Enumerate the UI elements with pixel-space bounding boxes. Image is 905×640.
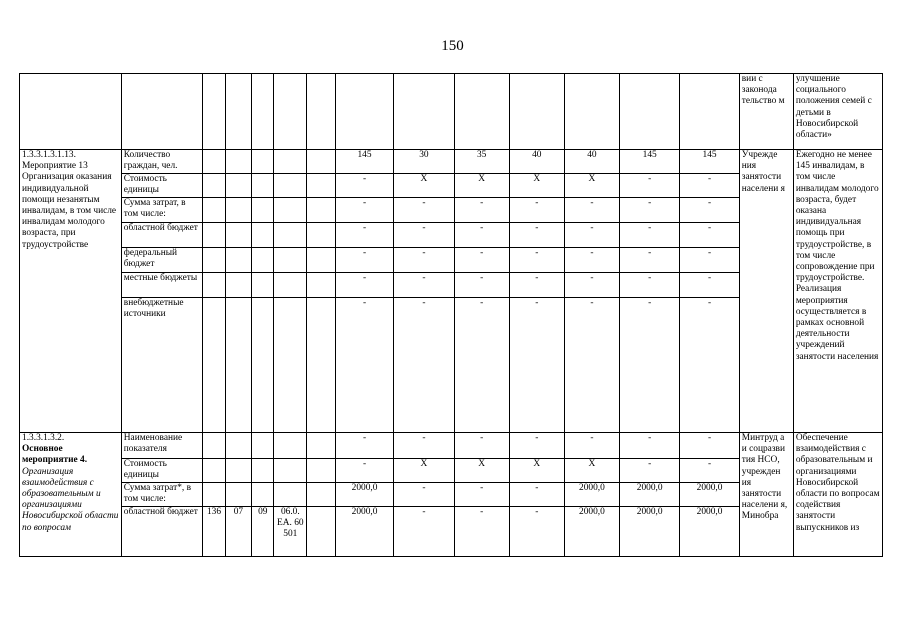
grbs-cell: 136	[203, 507, 225, 557]
value-cell: -	[335, 433, 393, 459]
value-cell: 2000,0	[619, 507, 679, 557]
value-cell: -	[454, 223, 509, 248]
program-table	[19, 73, 883, 557]
pr-cell: 09	[252, 507, 274, 557]
result-cell: Ежегодно не менее 145 инвалидам, в том числе инвалидам молодого возраста, будет оказана индивидуальная помощь при трудоустройстве, в том числе сопровождение при трудоустройстве. Реализация мероприятия осуществляется в рамках основной деятельности учреждений занятости населения	[793, 150, 882, 433]
indicator-cell: Количество граждан, чел.	[121, 150, 203, 174]
rz-cell: 07	[225, 507, 252, 557]
measure-label-text: Основное мероприятие 4	[22, 444, 85, 466]
value-cell: -	[680, 459, 739, 483]
value-cell: -	[394, 273, 454, 298]
value-cell: -	[335, 298, 393, 433]
value-cell: X	[394, 174, 454, 198]
indicator-cell: областной бюджет	[121, 507, 203, 557]
value-cell: 40	[509, 150, 564, 174]
value-cell: X	[509, 459, 564, 483]
measure-label: Основное мероприятие 4.	[22, 444, 88, 466]
value-cell: X	[509, 174, 564, 198]
value-cell: -	[335, 459, 393, 483]
main-measure-cell	[20, 433, 122, 557]
indicator-cell: Сумма затрат*, в том числе:	[121, 483, 203, 507]
value-cell: -	[454, 483, 509, 507]
value-cell: X	[454, 459, 509, 483]
value-cell: -	[509, 273, 564, 298]
indicator-cell: Наименование показателя	[121, 433, 203, 459]
value-cell: X	[564, 174, 619, 198]
measure-code: 1.3.3.1.3.1.13. Мероприятие 13	[22, 150, 88, 172]
value-cell: -	[619, 248, 679, 273]
value-cell: -	[394, 507, 454, 557]
value-cell: -	[680, 198, 739, 223]
value-cell: -	[619, 198, 679, 223]
value-cell: -	[680, 298, 739, 433]
value-cell: 2000,0	[680, 483, 739, 507]
result-cell: Обеспечение взаимодействия с образовательным и организациями Новосибирской области по вопросам содействия занятости выпускников из	[793, 433, 882, 557]
value-cell: -	[680, 273, 739, 298]
value-cell: -	[509, 223, 564, 248]
value-cell: -	[454, 273, 509, 298]
executor-cell: вии с законода тельство м	[739, 74, 793, 150]
indicator-cell: Стоимость единицы	[121, 459, 203, 483]
value-cell: 2000,0	[564, 507, 619, 557]
value-cell: 2000,0	[564, 483, 619, 507]
value-cell: X	[564, 459, 619, 483]
value-cell: -	[619, 433, 679, 459]
value-cell: -	[509, 433, 564, 459]
value-cell: -	[680, 433, 739, 459]
value-cell: -	[509, 298, 564, 433]
value-cell: -	[454, 507, 509, 557]
indicator-cell: Стоимость единицы	[121, 174, 203, 198]
measure-code: 1.3.3.1.3.2.	[22, 433, 65, 443]
value-cell: 2000,0	[335, 483, 393, 507]
value-cell: -	[454, 298, 509, 433]
value-cell: X	[454, 174, 509, 198]
value-cell: 2000,0	[619, 483, 679, 507]
value-cell: -	[394, 433, 454, 459]
value-cell: -	[335, 198, 393, 223]
measure-cell	[20, 150, 122, 433]
value-cell: -	[509, 248, 564, 273]
table-row	[20, 150, 883, 174]
value-cell: -	[454, 198, 509, 223]
value-cell: -	[335, 174, 393, 198]
value-cell: 145	[680, 150, 739, 174]
value-cell: 40	[564, 150, 619, 174]
value-cell: 145	[335, 150, 393, 174]
value-cell: -	[564, 298, 619, 433]
measure-title: Организация взаимодействия с образовательным и организациями Новосибирской области по вопросам	[22, 466, 119, 533]
value-cell: -	[454, 433, 509, 459]
value-cell: -	[394, 483, 454, 507]
value-cell: -	[509, 507, 564, 557]
value-cell: -	[509, 198, 564, 223]
value-cell: -	[619, 459, 679, 483]
value-cell: X	[394, 459, 454, 483]
value-cell: -	[454, 248, 509, 273]
result-cell: улучшение социального положения семей с детьми в Новосибирской области»	[793, 74, 882, 150]
value-cell: -	[335, 248, 393, 273]
value-cell: -	[564, 198, 619, 223]
indicator-cell: местные бюджеты	[121, 273, 203, 298]
value-cell: 2000,0	[335, 507, 393, 557]
value-cell: -	[619, 223, 679, 248]
value-cell: -	[680, 248, 739, 273]
value-cell: -	[680, 223, 739, 248]
continuation-row	[20, 74, 883, 150]
page-number: 150	[441, 38, 464, 54]
value-cell: -	[619, 298, 679, 433]
value-cell: -	[564, 433, 619, 459]
value-cell: -	[394, 223, 454, 248]
indicator-cell: федеральный бюджет	[121, 248, 203, 273]
executor-cell: Учрежде ния занятости населени я	[739, 150, 793, 433]
table-row	[20, 433, 883, 459]
value-cell: -	[564, 273, 619, 298]
value-cell: 145	[619, 150, 679, 174]
value-cell: -	[394, 248, 454, 273]
indicator-cell: областной бюджет	[121, 223, 203, 248]
value-cell: -	[335, 273, 393, 298]
measure-title: Организация оказания индивидуальной помощи незанятым инвалидам, в том числе инвалидам молодого возраста, при трудоустройстве	[22, 172, 117, 250]
value-cell: -	[509, 483, 564, 507]
indicator-cell: внебюджетные источники	[121, 298, 203, 433]
value-cell: -	[619, 174, 679, 198]
executor-cell: Минтруд а и соцразви тия НСО, учрежден ия занятости населени я, Минобра	[739, 433, 793, 557]
value-cell: -	[335, 223, 393, 248]
value-cell: -	[394, 298, 454, 433]
value-cell: 35	[454, 150, 509, 174]
value-cell: -	[619, 273, 679, 298]
value-cell: -	[564, 223, 619, 248]
value-cell: -	[394, 198, 454, 223]
value-cell: -	[564, 248, 619, 273]
value-cell: 2000,0	[680, 507, 739, 557]
value-cell: 30	[394, 150, 454, 174]
value-cell: -	[680, 174, 739, 198]
indicator-cell: Сумма затрат, в том числе:	[121, 198, 203, 223]
csr-cell: 06.0. ЕА. 60 501	[274, 507, 307, 557]
